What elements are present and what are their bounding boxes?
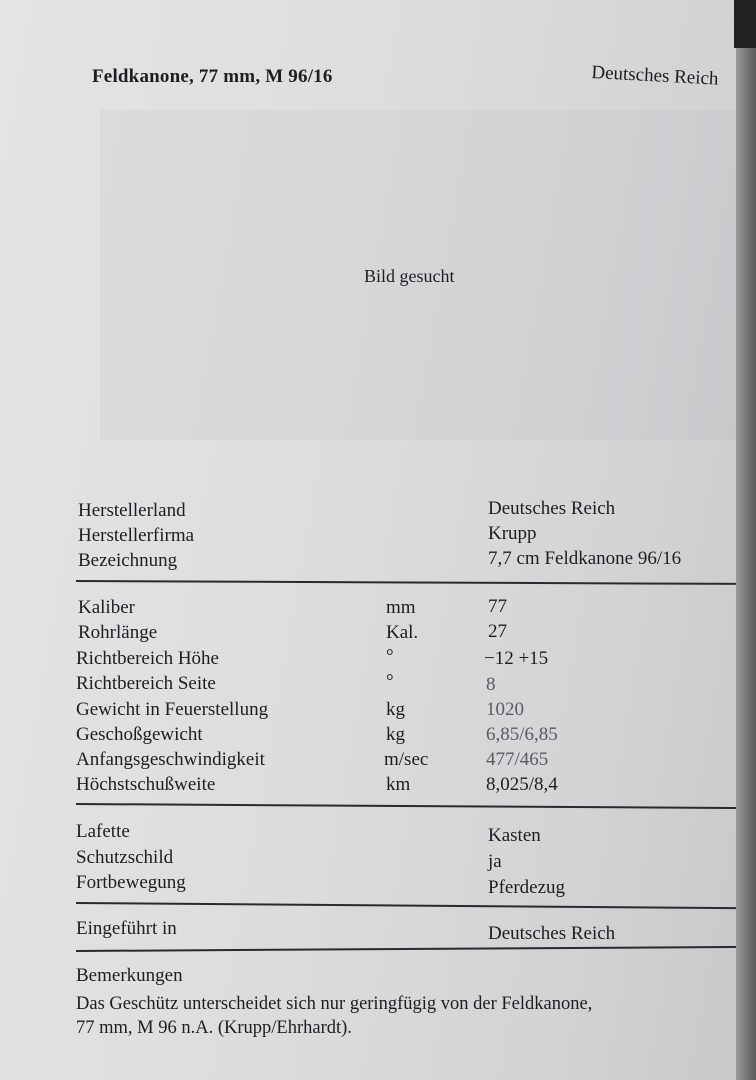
label-richtbereich-hoehe: Richtbereich Höhe (76, 648, 219, 669)
label-fortbewegung: Fortbewegung (76, 872, 186, 893)
label-herstellerland: Herstellerland (78, 500, 186, 521)
label-hoechstschussweite: Höchstschußweite (76, 774, 216, 795)
label-lafette: Lafette (76, 821, 130, 842)
label-geschossgewicht: Geschoßgewicht (76, 724, 203, 745)
remarks-line: 77 mm, M 96 n.A. (Krupp/Ehrhardt). (76, 1018, 352, 1038)
unit-geschossgewicht: kg (386, 724, 405, 745)
unit-anfangsgeschwindigkeit: m/sec (384, 749, 429, 770)
remarks-line: Das Geschütz unterscheidet sich nur geringfügig von der Feldkanone, (76, 994, 593, 1014)
value-geschossgewicht: 6,85/6,85 (486, 724, 558, 745)
value-hoechstschussweite: 8,025/8,4 (486, 774, 558, 795)
section-divider (76, 946, 750, 952)
value-gewicht-feuerstellung: 1020 (486, 699, 524, 720)
value-lafette: Kasten (488, 825, 541, 846)
label-herstellerfirma: Herstellerfirma (78, 525, 195, 546)
value-fortbewegung: Pferdezug (488, 877, 566, 898)
label-rohrlaenge: Rohrlänge (78, 622, 158, 643)
page-country-heading: Deutsches Reich (590, 62, 719, 90)
label-richtbereich-seite: Richtbereich Seite (76, 673, 216, 694)
label-anfangsgeschwindigkeit: Anfangsgeschwindigkeit (76, 749, 265, 770)
value-kaliber: 77 (488, 596, 507, 617)
background-corner (734, 0, 756, 48)
unit-rohrlaenge: Kal. (386, 622, 419, 643)
value-herstellerfirma: Krupp (488, 523, 537, 544)
unit-hoechstschussweite: km (386, 774, 411, 795)
label-kaliber: Kaliber (78, 597, 135, 618)
value-eingefuehrt: Deutsches Reich (488, 923, 616, 944)
label-schutzschild: Schutzschild (76, 847, 174, 868)
value-anfangsgeschwindigkeit: 477/465 (486, 749, 549, 770)
value-schutzschild: ja (488, 851, 502, 872)
value-bezeichnung: 7,7 cm Feldkanone 96/16 (488, 548, 682, 569)
value-richtbereich-hoehe: −12 +15 (484, 648, 549, 669)
page-title: Feldkanone, 77 mm, M 96/16 (92, 66, 333, 87)
section-divider (76, 902, 750, 909)
unit-gewicht-feuerstellung: kg (386, 699, 405, 720)
image-placeholder-text: Bild gesucht (364, 266, 455, 286)
value-rohrlaenge: 27 (488, 621, 507, 642)
remarks-text (76, 992, 756, 1040)
unit-kaliber: mm (386, 597, 416, 618)
section-divider (76, 580, 748, 584)
label-bezeichnung: Bezeichnung (78, 550, 178, 571)
section-divider (76, 803, 750, 809)
unit-richtbereich-seite: ° (386, 671, 394, 692)
page-edge (736, 0, 756, 1080)
unit-richtbereich-hoehe: ° (386, 646, 394, 667)
label-gewicht-feuerstellung: Gewicht in Feuerstellung (76, 699, 269, 720)
remarks-heading: Bemerkungen (76, 965, 183, 986)
label-eingefuehrt: Eingeführt in (76, 918, 177, 939)
value-herstellerland: Deutsches Reich (488, 498, 616, 519)
value-richtbereich-seite: 8 (486, 674, 496, 695)
